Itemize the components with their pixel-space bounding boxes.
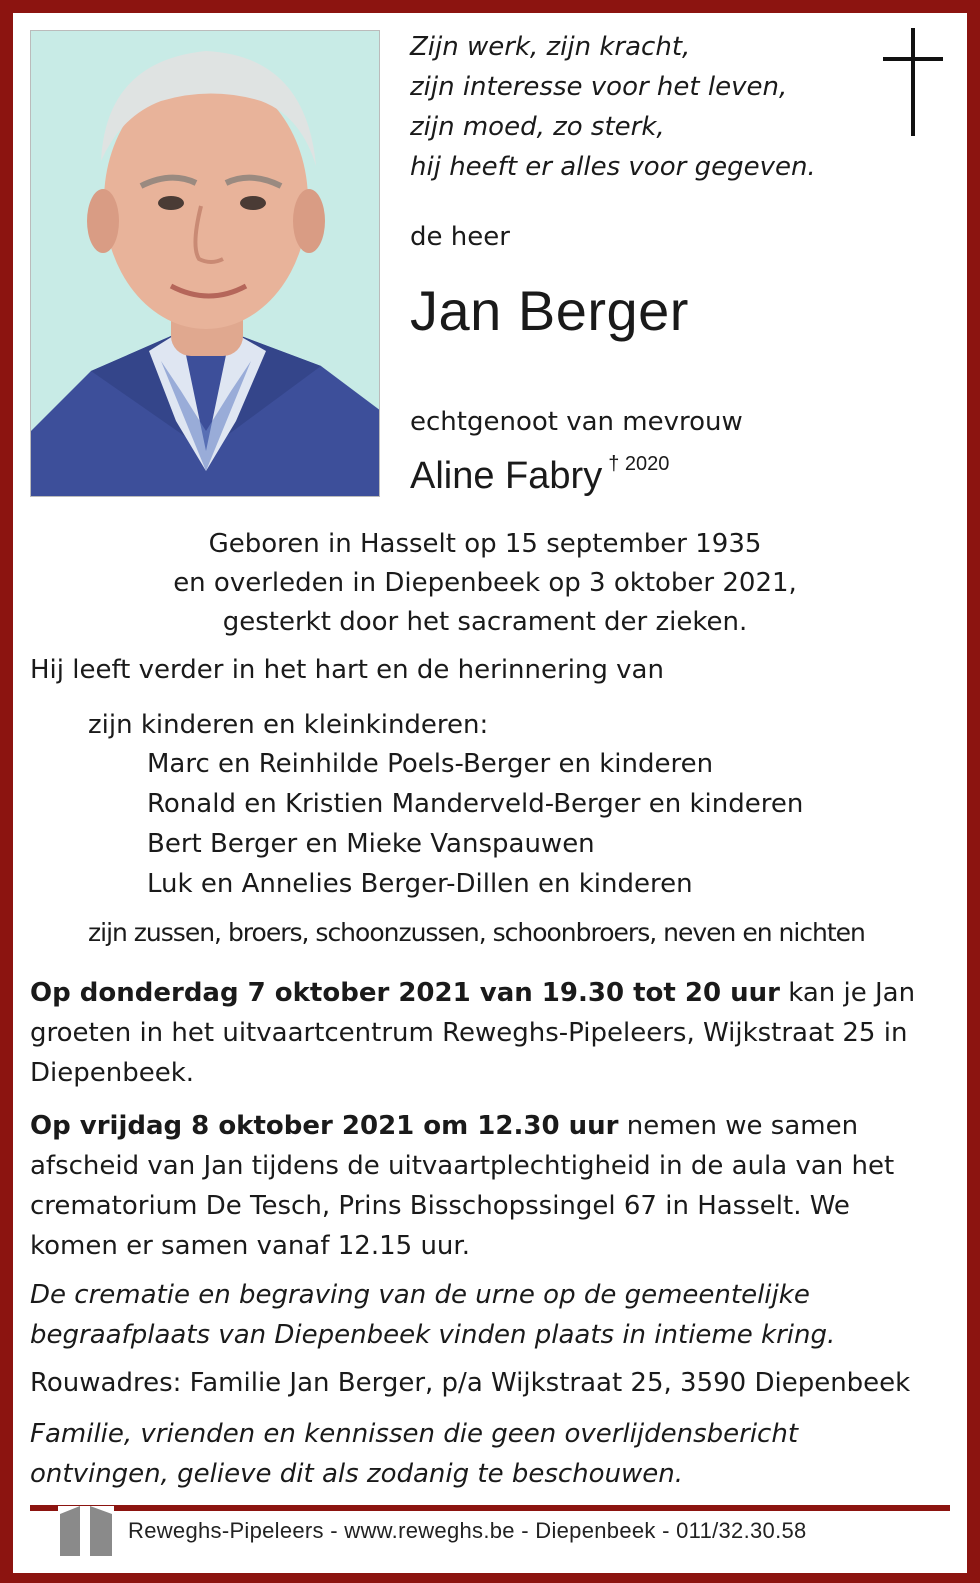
visitation-paragraph — [30, 973, 945, 1093]
poem-line: zijn moed, zo sterk, — [410, 112, 665, 142]
visitation-date: Op donderdag 7 oktober 2021 van 19.30 tot 20 uur — [30, 978, 780, 1008]
spouse-intro: echtgenoot van mevrouw — [410, 407, 743, 437]
mourning-address: Rouwadres: Familie Jan Berger, p/a Wijkstraat 25, 3590 Diepenbeek — [30, 1368, 911, 1398]
poem — [410, 27, 870, 187]
child-family: Luk en Annelies Berger-Dillen en kinderen — [147, 869, 693, 899]
spouse-death-mark: † 2020 — [608, 453, 670, 475]
life-line: gesterkt door het sacrament der zieken. — [222, 607, 748, 637]
funeral-home-contact: Reweghs-Pipeleers - www.reweghs.be - Diepenbeek - 011/32.30.58 — [128, 1518, 807, 1543]
closing-note: Familie, vrienden en kennissen die geen overlijdensbericht ontvingen, gelieve dit als zodanig te beschouwen. — [30, 1419, 799, 1489]
child-family: Bert Berger en Mieke Vanspauwen — [147, 829, 595, 859]
child-family: Marc en Reinhilde Poels-Berger en kinderen — [147, 749, 714, 779]
visitation-text: kan je Jan groeten in het uitvaartcentrum Reweghs-Pipeleers, Wijkstraat 25 in Diepenbeek. — [30, 978, 916, 1088]
ceremony-text: nemen we samen afscheid van Jan tijdens de uitvaartplechtigheid in de aula van het crematorium De Tesch, Prins Bisschopssingel 67 in Hasselt. We komen er samen vanaf 12.15 uur. — [30, 1111, 895, 1261]
spouse-name-line — [410, 455, 669, 498]
remembered-intro: Hij leeft verder in het hart en de herinnering van — [30, 655, 664, 685]
spouse-name: Aline Fabry — [410, 455, 603, 497]
funeral-home-logo-icon — [58, 1500, 114, 1556]
cross-icon — [883, 28, 943, 136]
child-family: Ronald en Kristien Manderveld-Berger en kinderen — [147, 789, 804, 819]
life-line: Geboren in Hasselt op 15 september 1935 — [208, 529, 762, 559]
life-dates — [30, 525, 940, 642]
deceased-name: Jan Berger — [410, 279, 689, 342]
cremation-note: De crematie en begraving van de urne op de gemeentelijke begraafplaats van Diepenbeek vinden plaats in intieme kring. — [30, 1280, 836, 1350]
siblings-line: zijn zussen, broers, schoonzussen, schoonbroers, neven en nichten — [88, 918, 865, 947]
portrait-photo — [30, 30, 380, 497]
life-line: en overleden in Diepenbeek op 3 oktober 2021, — [173, 568, 797, 598]
bottom-border — [0, 1573, 980, 1583]
poem-line: hij heeft er alles voor gegeven. — [410, 152, 816, 182]
ceremony-date: Op vrijdag 8 oktober 2021 om 12.30 uur — [30, 1111, 619, 1141]
ceremony-paragraph — [30, 1106, 945, 1266]
children-heading: zijn kinderen en kleinkinderen: — [88, 710, 489, 740]
footer-divider — [30, 1505, 950, 1511]
poem-line: zijn interesse voor het leven, — [410, 72, 788, 102]
salutation: de heer — [410, 222, 510, 252]
poem-line: Zijn werk, zijn kracht, — [410, 32, 691, 62]
